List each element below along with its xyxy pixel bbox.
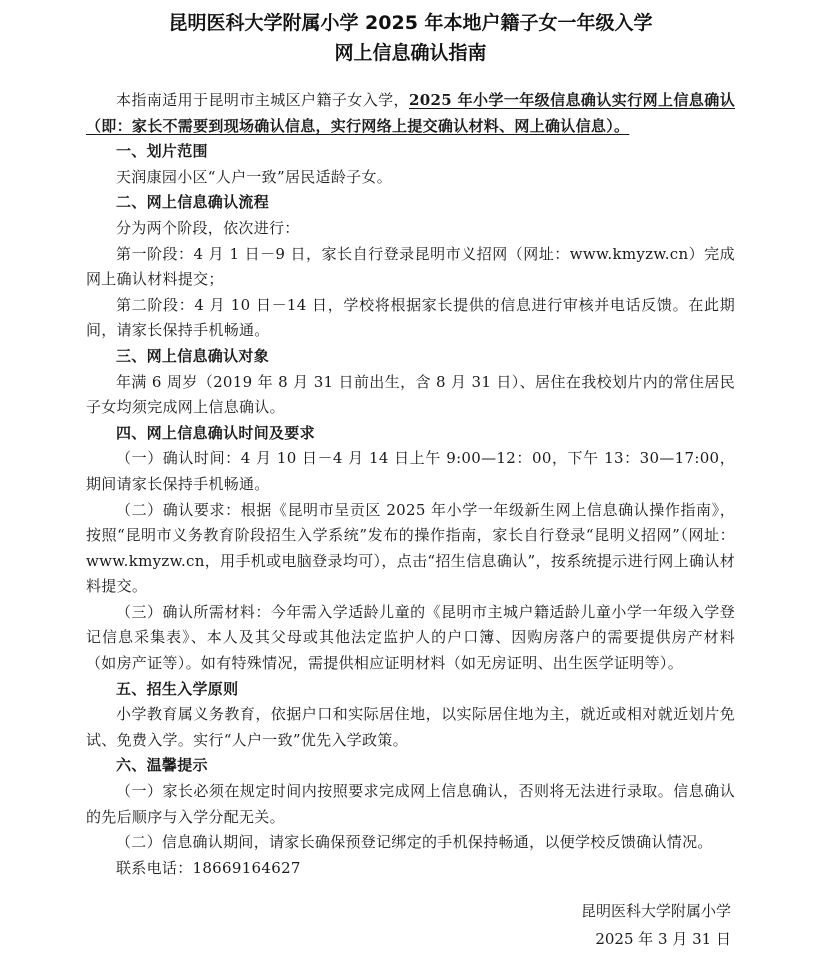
contact-phone: 联系电话：18669164627 <box>116 858 301 877</box>
section-4-heading: 四、网上信息确认时间及要求 <box>116 423 315 442</box>
section-2-heading: 二、网上信息确认流程 <box>116 193 270 212</box>
section-5-heading: 五、招生入学原则 <box>116 679 239 698</box>
section-2-paragraph-1: 分为两个阶段，依次进行： <box>116 218 300 237</box>
section-6-paragraph-2: （二）信息确认期间，请家长确保预登记绑定的手机保持畅通，以便学校反馈确认情况。 <box>116 833 713 852</box>
section-2-paragraph-3: 第二阶段：4 月 10 日－14 日，学校将根据家长提供的信息进行审核并电话反馈。在此期间，请家长保持手机畅通。 <box>86 295 735 340</box>
section-3-paragraph: 年满 6 周岁（2019 年 8 月 31 日前出生，含 8 月 31 日）、居住在我校划片内的常住居民子女均须完成网上信息确认。 <box>86 372 735 417</box>
document-title-line2: 网上信息确认指南 <box>334 42 487 64</box>
section-1-paragraph: 天润康园小区“人户一致”居民适龄子女。 <box>116 167 393 186</box>
section-5-paragraph: 小学教育属义务教育，依据户口和实际居住地，以实际居住地为主，就近或相对就近划片免试、免费入学。实行“人户一致”优先入学政策。 <box>86 705 735 749</box>
document-body <box>86 88 735 881</box>
section-4-paragraph-2: （二）确认要求：根据《昆明市呈贡区 2025 年小学一年级新生网上信息确认操作指南》，按照“昆明市义务教育阶段招生入学系统”发布的操作指南，家长自行登录“昆明义招网”（网址：www.kmyzw.cn，用手机或电脑登录均可），点击“招生信息确认”，按系统提示进行网上确认材料提交。 <box>86 500 735 596</box>
section-6-heading: 六、温馨提示 <box>116 756 208 775</box>
signature-date: 2025 年 3 月 31 日 <box>595 930 731 948</box>
intro-plain-text: 本指南适用于昆明市主城区户籍子女入学， <box>116 91 409 109</box>
section-2-paragraph-2: 第一阶段：4 月 1 日－9 日，家长自行登录昆明市义招网（网址：www.kmyzw.cn）完成网上确认材料提交； <box>86 244 735 289</box>
document-title-line1: 昆明医科大学附属小学 2025 年本地户籍子女一年级入学 <box>168 12 653 34</box>
intro-underlined-text: 2025 年小学一年级信息确认实行网上信息确认（即：家长不需要到现场确认信息，实行网络上提交确认材料、网上确认信息）。 <box>86 91 736 135</box>
section-1-heading: 一、划片范围 <box>116 142 208 161</box>
section-4-paragraph-1: （一）确认时间：4 月 10 日－4 月 14 日上午 9:00—12：00，下午 13：30—17:00，期间请家长保持手机畅通。 <box>86 449 735 493</box>
section-6-paragraph-1: （一）家长必须在规定时间内按照要求完成网上信息确认，否则将无法进行录取。信息确认的先后顺序与入学分配无关。 <box>86 782 735 826</box>
intro-paragraph <box>86 88 735 139</box>
section-4-paragraph-3: （三）确认所需材料：今年需入学适龄儿童的《昆明市主城户籍适龄儿童小学一年级入学登记信息采集表》、本人及其父母或其他法定监护人的户口簿、因购房落户的需要提供房产材料（如房产证等）。如有特殊情况，需提供相应证明材料（如无房证明、出生医学证明等）。 <box>86 602 735 673</box>
section-3-heading: 三、网上信息确认对象 <box>116 346 270 365</box>
signature-org: 昆明医科大学附属小学 <box>580 902 731 920</box>
